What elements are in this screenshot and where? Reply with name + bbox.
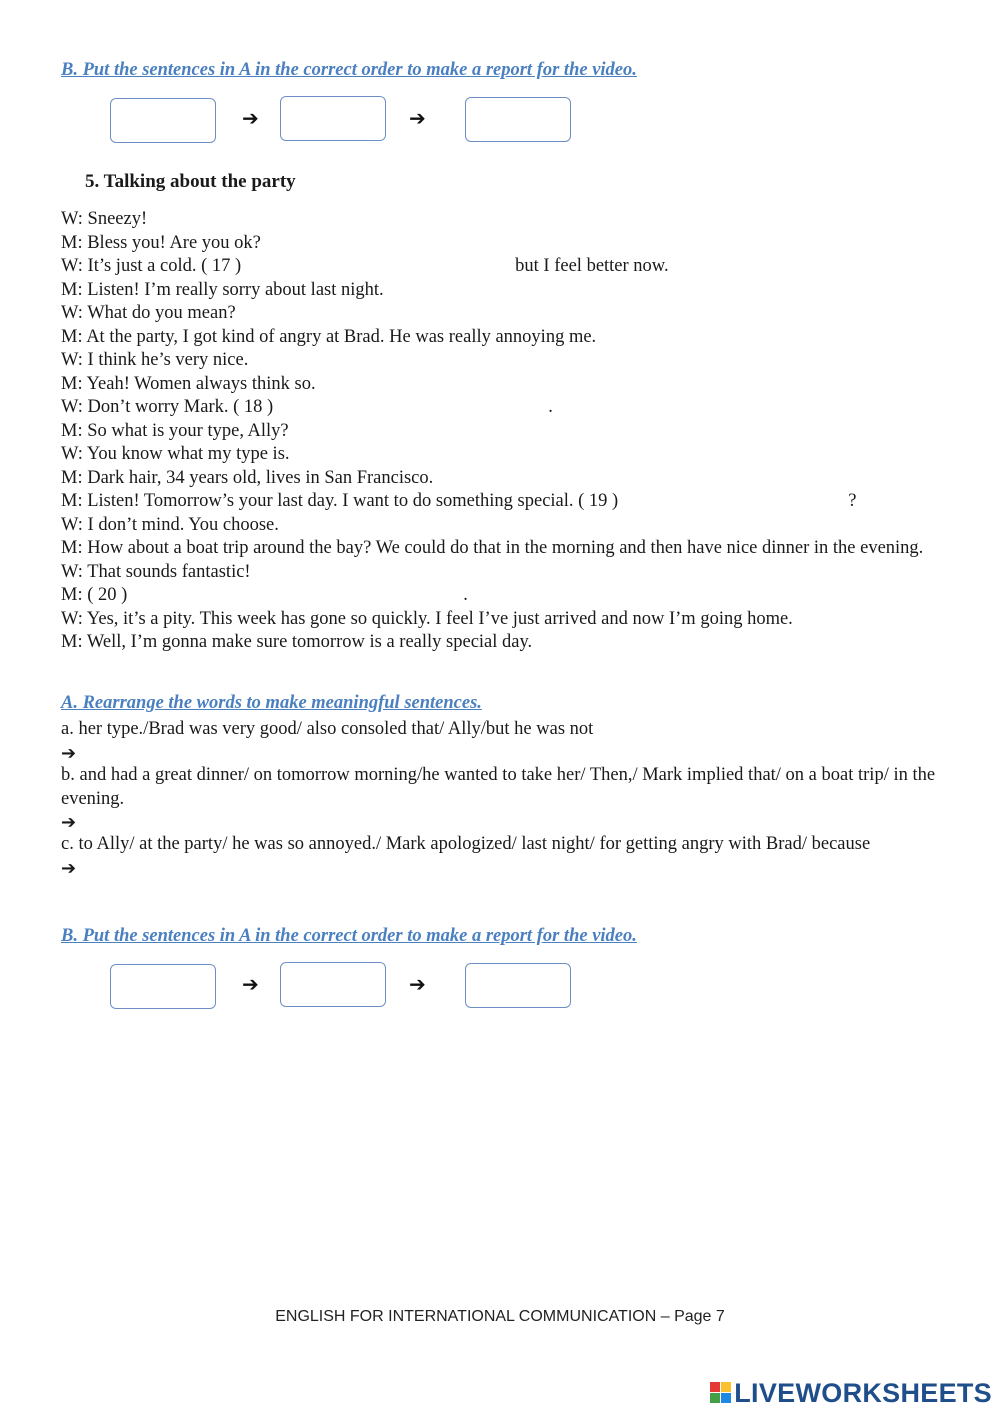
gap-prefix: M: Listen! Tomorrow’s your last day. I want to do something special. ( 19 ) (61, 491, 619, 511)
gap-prefix: W: Don’t worry Mark. ( 18 ) (61, 397, 274, 417)
brand-name: LIVEWORKSHEETS (734, 1377, 992, 1408)
dialogue-line: W: What do you mean? (61, 303, 236, 323)
dialogue-line: W: Sneezy! (61, 209, 148, 229)
dialogue-line-gap-18 (61, 396, 941, 420)
order-box-3[interactable] (465, 97, 571, 142)
dialogue-line: W: I think he’s very nice. (61, 350, 249, 370)
brand-logo (710, 1376, 992, 1410)
dialogue-line: M: How about a boat trip around the bay? We could do that in the morning and then have nice dinner in the evening. (61, 538, 924, 558)
arrow-icon: ➔ (242, 972, 259, 996)
dialogue-line-gap-20 (61, 584, 941, 608)
part-a-instruction: A. Rearrange the words to make meaningful sentences. (61, 693, 482, 713)
order-box-2[interactable] (280, 962, 386, 1007)
gap-suffix: ? (848, 491, 857, 511)
gap-prefix: M: ( 20 ) (61, 585, 128, 605)
gap-suffix: . (463, 585, 468, 605)
dialogue-line: M: At the party, I got kind of angry at Brad. He was really annoying me. (61, 326, 597, 347)
exercise-text: b. and had a great dinner/ on tomorrow morning/he wanted to take her/ Then,/ Mark implied that/ on a boat trip/ in the evening. (61, 765, 936, 809)
part-b-instruction: B. Put the sentences in A in the correct order to make a report for the video. (61, 926, 637, 946)
exercise-text: a. her type./Brad was very good/ also consoled that/ Ally/but he was not (61, 719, 594, 739)
dialogue-line: W: That sounds fantastic! (61, 561, 251, 582)
order-box-1[interactable] (110, 98, 216, 143)
order-box-2[interactable] (280, 96, 386, 141)
order-box-1[interactable] (110, 964, 216, 1009)
dialogue-line: M: Listen! I’m really sorry about last night. (61, 279, 384, 300)
dialogue-line: M: So what is your type, Ally? (61, 420, 289, 441)
exercise-item-c (61, 833, 941, 880)
gap-suffix: but I feel better now. (515, 256, 669, 276)
section-title: 5. Talking about the party (85, 171, 296, 192)
dialogue-line-gap-17 (61, 255, 941, 279)
exercise-text: c. to Ally/ at the party/ he was so annoyed./ Mark apologized/ last night/ for getting angry with Brad/ because (61, 834, 871, 854)
answer-arrow-icon[interactable]: ➔ (61, 742, 77, 764)
dialogue-line: W: Yes, it’s a pity. This week has gone so quickly. I feel I’ve just arrived and now I’m going home. (61, 608, 793, 629)
dialogue-line: W: You know what my type is. (61, 444, 290, 464)
dialogue-line: M: Dark hair, 34 years old, lives in San Francisco. (61, 467, 434, 488)
bottom-order-row (0, 961, 1000, 1011)
liveworksheets-logo-icon (710, 1382, 732, 1404)
dialogue-line-gap-19 (61, 490, 941, 514)
top-order-row (0, 95, 1000, 145)
dialogue-line: W: I don’t mind. You choose. (61, 514, 279, 535)
arrow-icon: ➔ (242, 106, 259, 130)
dialogue-line: M: Bless you! Are you ok? (61, 232, 261, 253)
order-box-3[interactable] (465, 963, 571, 1008)
arrow-icon: ➔ (409, 972, 426, 996)
exercise-item-a (61, 718, 941, 765)
gap-prefix: W: It’s just a cold. ( 17 ) (61, 256, 242, 276)
arrow-icon: ➔ (409, 106, 426, 130)
top-order-instruction: B. Put the sentences in A in the correct order to make a report for the video. (61, 60, 637, 80)
gap-suffix: . (548, 397, 553, 417)
exercise-item-b (61, 764, 941, 834)
dialogue-line: M: Yeah! Women always think so. (61, 373, 316, 394)
dialogue-line: M: Well, I’m gonna make sure tomorrow is a really special day. (61, 632, 533, 652)
dialogue (61, 208, 941, 655)
page-footer: ENGLISH FOR INTERNATIONAL COMMUNICATION – Page 7 (275, 1308, 725, 1325)
answer-arrow-icon[interactable]: ➔ (61, 857, 77, 879)
answer-arrow-icon[interactable]: ➔ (61, 812, 77, 833)
